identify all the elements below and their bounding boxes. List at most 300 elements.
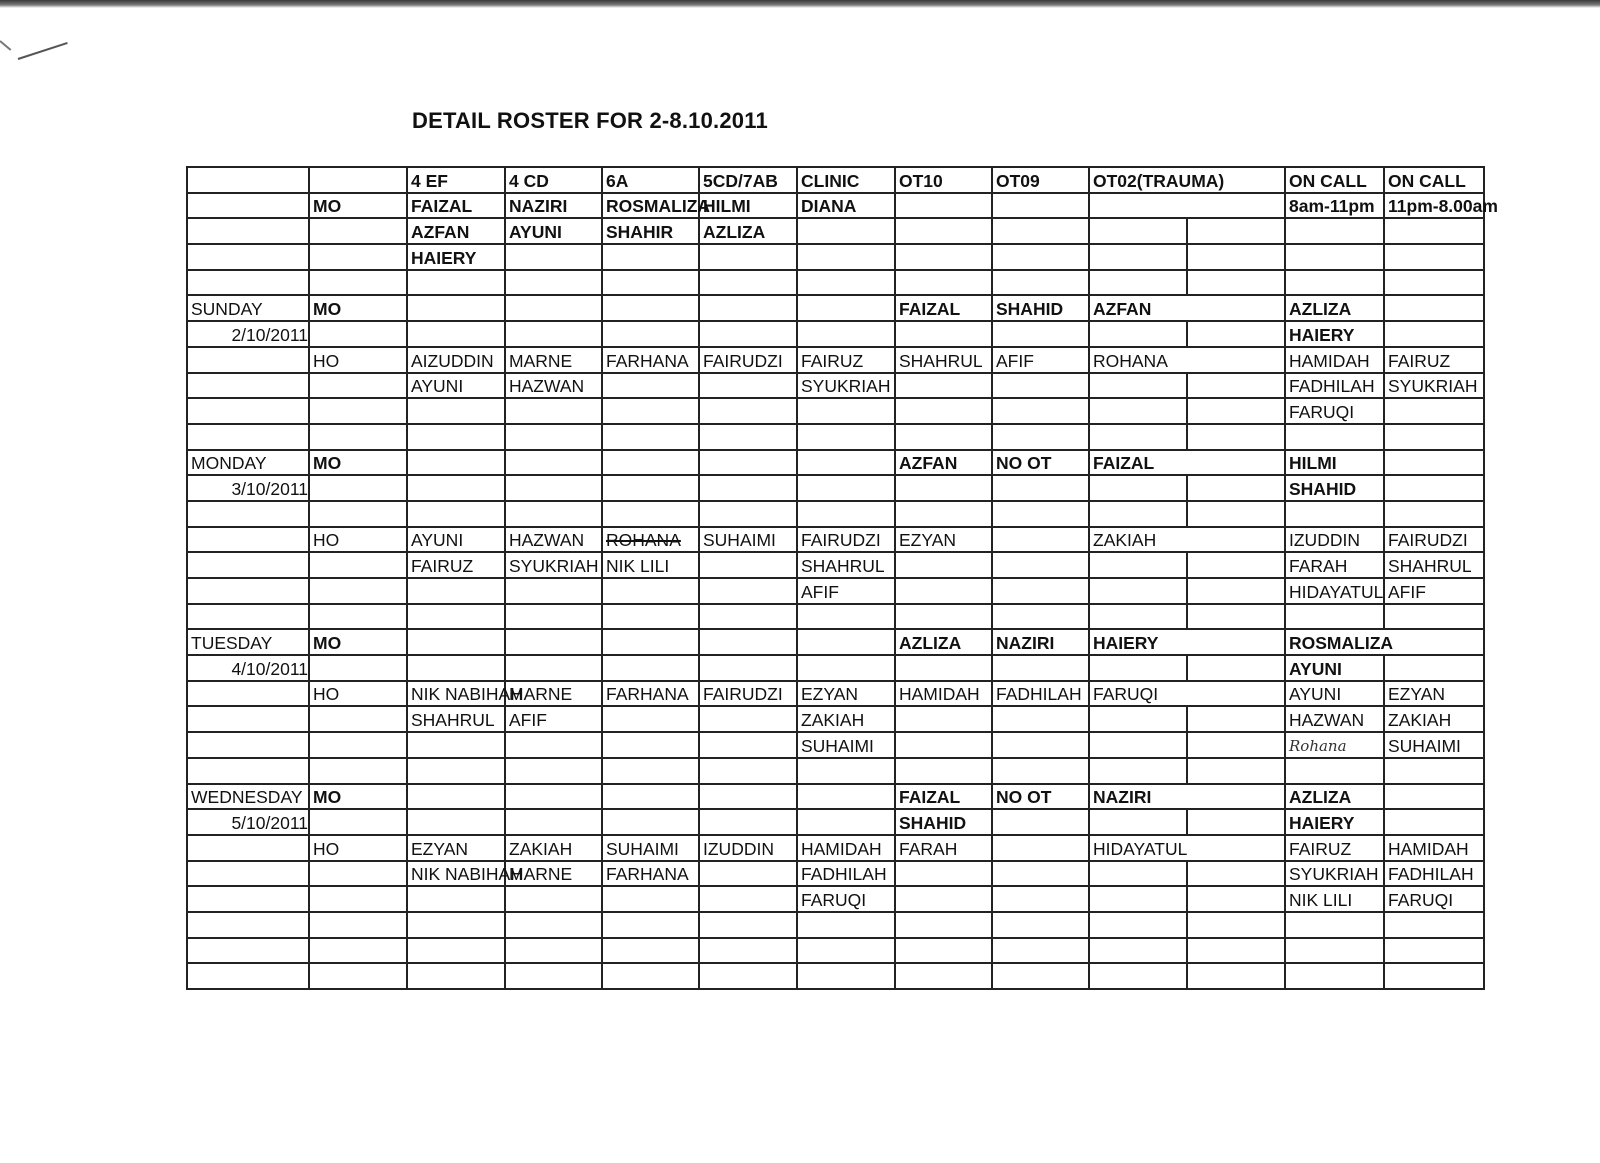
day-cell [187,912,309,938]
roster-cell [602,732,699,758]
roster-cell [699,629,797,655]
role-cell [309,706,407,732]
pen-mark [18,42,68,60]
roster-cell [992,835,1089,861]
roster-row [187,861,1484,887]
column-header: ON CALL [1285,167,1384,193]
roster-cell [1384,450,1484,476]
roster-cell: NIK LILI [1285,886,1384,912]
roster-cell: SHAHID [895,809,992,835]
roster-cell [602,450,699,476]
role-cell: HO [309,835,407,861]
roster-cell [407,629,505,655]
role-cell: HO [309,347,407,373]
role-cell [309,578,407,604]
roster-cell [407,295,505,321]
column-header: ON CALL [1384,167,1484,193]
column-header: OT02(TRAUMA) [1089,167,1285,193]
roster-cell: SUHAIMI [1384,732,1484,758]
roster-cell [407,398,505,424]
roster-cell [1089,912,1187,938]
roster-cell: HILMI [1285,450,1384,476]
roster-cell [895,886,992,912]
roster-cell [1384,218,1484,244]
roster-cell [797,270,895,296]
roster-cell [797,244,895,270]
roster-cell: NO OT [992,784,1089,810]
roster-cell [895,193,992,219]
roster-cell: FARUQI [797,886,895,912]
document-title: DETAIL ROSTER FOR 2-8.10.2011 [412,108,768,133]
roster-cell [505,963,602,989]
role-cell [309,552,407,578]
roster-cell: AYUNI [407,527,505,553]
roster-cell [602,578,699,604]
role-cell [309,732,407,758]
role-cell [309,218,407,244]
roster-cell: IZUDDIN [699,835,797,861]
roster-row [187,321,1484,347]
roster-cell: HIDAYATUL [1285,578,1384,604]
column-header: 6A [602,167,699,193]
role-cell [309,861,407,887]
roster-cell [1187,758,1285,784]
day-cell: 5/10/2011 [187,809,309,835]
roster-row [187,527,1484,553]
roster-cell [699,450,797,476]
roster-row [187,732,1484,758]
roster-cell [505,938,602,964]
roster-cell: AZLIZA [699,218,797,244]
roster-cell [992,244,1089,270]
roster-cell: FAIRUZ [797,347,895,373]
role-cell [309,373,407,399]
roster-cell [797,938,895,964]
day-cell [187,218,309,244]
roster-cell [407,321,505,347]
roster-cell [1089,963,1187,989]
roster-cell: HAMIDAH [1384,835,1484,861]
roster-cell: FARHANA [602,681,699,707]
roster-cell: SHAHRUL [797,552,895,578]
roster-cell [1089,655,1187,681]
roster-cell [602,784,699,810]
day-cell [187,398,309,424]
roster-cell [699,706,797,732]
roster-cell [1384,424,1484,450]
roster-cell [505,912,602,938]
roster-cell [1187,270,1285,296]
roster-cell [699,552,797,578]
roster-cell [699,373,797,399]
roster-cell [505,758,602,784]
roster-cell: FADHILAH [797,861,895,887]
roster-cell [895,732,992,758]
day-cell [187,270,309,296]
role-cell: HO [309,681,407,707]
roster-cell: HAZWAN [505,527,602,553]
day-cell [187,604,309,630]
roster-cell [1089,373,1187,399]
day-cell [187,527,309,553]
roster-cell [992,604,1089,630]
roster-cell: HAIERY [1285,321,1384,347]
roster-cell: FAIRUDZI [699,681,797,707]
roster-cell [407,758,505,784]
roster-cell [505,501,602,527]
role-cell [309,886,407,912]
roster-cell [699,398,797,424]
roster-cell [602,706,699,732]
roster-cell [407,604,505,630]
roster-cell [895,398,992,424]
roster-cell [895,938,992,964]
roster-cell [602,373,699,399]
roster-cell [992,912,1089,938]
roster-row [187,886,1484,912]
roster-cell [699,424,797,450]
roster-cell [602,938,699,964]
roster-cell [602,295,699,321]
day-cell [187,424,309,450]
roster-cell [1285,758,1384,784]
role-cell [309,270,407,296]
column-header [309,167,407,193]
roster-cell [797,629,895,655]
roster-cell [1384,784,1484,810]
roster-cell [699,938,797,964]
roster-cell: FAIZAL [407,193,505,219]
roster-row [187,244,1484,270]
roster-cell [1187,578,1285,604]
roster-cell [505,809,602,835]
roster-cell [505,398,602,424]
roster-row [187,963,1484,989]
roster-cell: FAIRUZ [1285,835,1384,861]
roster-cell [407,270,505,296]
roster-cell [602,629,699,655]
roster-cell: FADHILAH [992,681,1089,707]
roster-cell [992,809,1089,835]
roster-cell [992,270,1089,296]
roster-cell [797,475,895,501]
roster-cell [895,963,992,989]
roster-cell [895,321,992,347]
roster-cell [407,912,505,938]
roster-cell [797,321,895,347]
roster-cell [407,963,505,989]
roster-cell [797,912,895,938]
roster-table [186,166,1498,990]
roster-cell [797,758,895,784]
day-cell [187,886,309,912]
day-cell [187,938,309,964]
day-cell [187,681,309,707]
roster-cell: HAMIDAH [797,835,895,861]
roster-cell [992,861,1089,887]
roster-cell [1187,655,1285,681]
roster-cell [1187,732,1285,758]
roster-cell [992,321,1089,347]
roster-cell [1384,270,1484,296]
roster-cell: AZLIZA [1285,784,1384,810]
roster-cell [602,501,699,527]
roster-cell: AFIF [797,578,895,604]
roster-row [187,424,1484,450]
roster-cell [602,527,699,553]
roster-cell: SYUKRIAH [797,373,895,399]
roster-cell [602,244,699,270]
roster-cell [699,809,797,835]
roster-cell [602,886,699,912]
day-cell: SUNDAY [187,295,309,321]
roster-cell [1187,321,1285,347]
roster-cell [407,424,505,450]
roster-cell [1384,604,1484,630]
header-row [187,167,1484,193]
roster-row [187,578,1484,604]
roster-cell [1384,912,1484,938]
roster-cell [895,861,992,887]
roster-cell [407,655,505,681]
roster-cell [797,398,895,424]
roster-row [187,373,1484,399]
roster-cell: NIK NABIHAH [407,681,505,707]
roster-row [187,835,1484,861]
roster-cell: EZYAN [895,527,992,553]
roster-cell [1089,809,1187,835]
roster-cell: AYUNI [505,218,602,244]
roster-cell [1285,501,1384,527]
role-cell [309,244,407,270]
roster-cell [699,912,797,938]
roster-cell: MARNE [505,861,602,887]
roster-cell [797,295,895,321]
roster-cell: MARNE [505,681,602,707]
roster-cell: AYUNI [1285,681,1384,707]
roster-cell [797,450,895,476]
roster-cell [1089,424,1187,450]
roster-cell: FARAH [1285,552,1384,578]
roster-cell [602,655,699,681]
roster-cell [992,706,1089,732]
roster-cell [699,270,797,296]
day-cell: 2/10/2011 [187,321,309,347]
roster-cell [602,604,699,630]
roster-cell [1384,655,1484,681]
role-cell: MO [309,295,407,321]
scan-edge-shadow [0,0,1600,8]
day-cell: 3/10/2011 [187,475,309,501]
roster-cell: FAIZAL [1089,450,1285,476]
roster-cell [1089,886,1187,912]
roster-cell [797,963,895,989]
role-cell [309,655,407,681]
day-cell [187,963,309,989]
roster-row [187,193,1484,219]
role-cell [309,321,407,347]
roster-cell: FAIZAL [895,295,992,321]
roster-cell: SYUKRIAH [1384,373,1484,399]
roster-cell [1187,501,1285,527]
roster-row [187,347,1484,373]
roster-cell [992,475,1089,501]
roster-cell: ZAKIAH [1089,527,1285,553]
roster-row [187,809,1484,835]
roster-cell: AYUNI [407,373,505,399]
roster-cell: FARUQI [1285,398,1384,424]
role-cell [309,963,407,989]
roster-cell [505,295,602,321]
roster-row [187,912,1484,938]
roster-cell: SHAHRUL [1384,552,1484,578]
roster-cell [895,706,992,732]
roster-cell [1089,321,1187,347]
roster-row [187,784,1484,810]
roster-cell [797,604,895,630]
roster-cell: FARUQI [1384,886,1484,912]
roster-cell [895,501,992,527]
roster-cell [1089,732,1187,758]
roster-cell: FAIRUDZI [797,527,895,553]
roster-cell [699,501,797,527]
roster-cell: SUHAIMI [797,732,895,758]
roster-cell [602,321,699,347]
roster-cell [505,578,602,604]
day-cell [187,758,309,784]
roster-cell [699,578,797,604]
roster-cell [895,758,992,784]
roster-cell [1384,938,1484,964]
roster-row [187,475,1484,501]
roster-cell [602,809,699,835]
role-cell: MO [309,629,407,655]
roster-cell [1285,424,1384,450]
roster-cell: ROHANA [1089,347,1285,373]
roster-cell [992,963,1089,989]
roster-cell: SHAHIR [602,218,699,244]
role-cell [309,475,407,501]
roster-cell [505,244,602,270]
roster-cell [1187,475,1285,501]
column-header [187,167,309,193]
roster-cell [895,912,992,938]
roster-cell: FARAH [895,835,992,861]
roster-cell [407,578,505,604]
roster-cell [1187,809,1285,835]
roster-cell [699,784,797,810]
roster-cell [505,321,602,347]
roster-cell: HAZWAN [1285,706,1384,732]
roster-cell: HAIERY [407,244,505,270]
roster-cell [992,218,1089,244]
roster-cell [602,398,699,424]
day-cell [187,347,309,373]
roster-row [187,681,1484,707]
roster-cell [895,424,992,450]
roster-cell: EZYAN [797,681,895,707]
column-header: OT10 [895,167,992,193]
column-header: OT09 [992,167,1089,193]
roster-cell: FAIRUDZI [699,347,797,373]
day-cell [187,861,309,887]
roster-cell: NAZIRI [992,629,1089,655]
roster-cell [407,809,505,835]
roster-cell: AFIF [992,347,1089,373]
day-cell [187,244,309,270]
role-cell: HO [309,527,407,553]
roster-cell [407,938,505,964]
day-cell [187,732,309,758]
roster-cell: SUHAIMI [602,835,699,861]
roster-cell [895,218,992,244]
roster-cell: DIANA [797,193,895,219]
struck-name: ROHANA [606,530,681,551]
roster-cell [1285,732,1384,758]
roster-cell [1187,963,1285,989]
role-cell [309,424,407,450]
roster-cell [1089,758,1187,784]
roster-cell: SHAHRUL [407,706,505,732]
role-cell [309,398,407,424]
roster-cell [602,424,699,450]
column-header: 4 CD [505,167,602,193]
roster-cell: 8am-11pm [1285,193,1384,219]
roster-cell: AZFAN [407,218,505,244]
roster-cell [797,501,895,527]
pen-mark-small [0,40,11,51]
column-header: 4 EF [407,167,505,193]
roster-cell [1089,706,1187,732]
roster-cell [699,295,797,321]
role-cell [309,501,407,527]
roster-cell: FAIRUZ [407,552,505,578]
roster-cell: FADHILAH [1285,373,1384,399]
roster-cell [992,398,1089,424]
roster-cell [1285,912,1384,938]
roster-cell: NIK NABIHAH [407,861,505,887]
roster-cell [992,732,1089,758]
day-cell [187,552,309,578]
role-cell [309,938,407,964]
roster-cell [407,732,505,758]
roster-cell: ROSMALIZA [1285,629,1484,655]
roster-cell [1089,938,1187,964]
roster-cell: ZAKIAH [797,706,895,732]
roster-cell: FARHANA [602,347,699,373]
roster-cell [699,886,797,912]
roster-cell [1187,218,1285,244]
day-cell: 4/10/2011 [187,655,309,681]
roster-cell [797,424,895,450]
roster-cell [1384,758,1484,784]
roster-cell: AZFAN [1089,295,1285,321]
roster-cell [1285,218,1384,244]
roster-cell [602,912,699,938]
roster-row [187,218,1484,244]
day-cell [187,193,309,219]
role-cell: MO [309,193,407,219]
roster-cell: 11pm-8.00am [1384,193,1484,219]
roster-cell [1089,475,1187,501]
roster-cell [602,475,699,501]
roster-cell [407,886,505,912]
roster-row [187,758,1484,784]
roster-cell: EZYAN [407,835,505,861]
roster-cell [1089,861,1187,887]
roster-cell [407,501,505,527]
roster-cell [1285,244,1384,270]
